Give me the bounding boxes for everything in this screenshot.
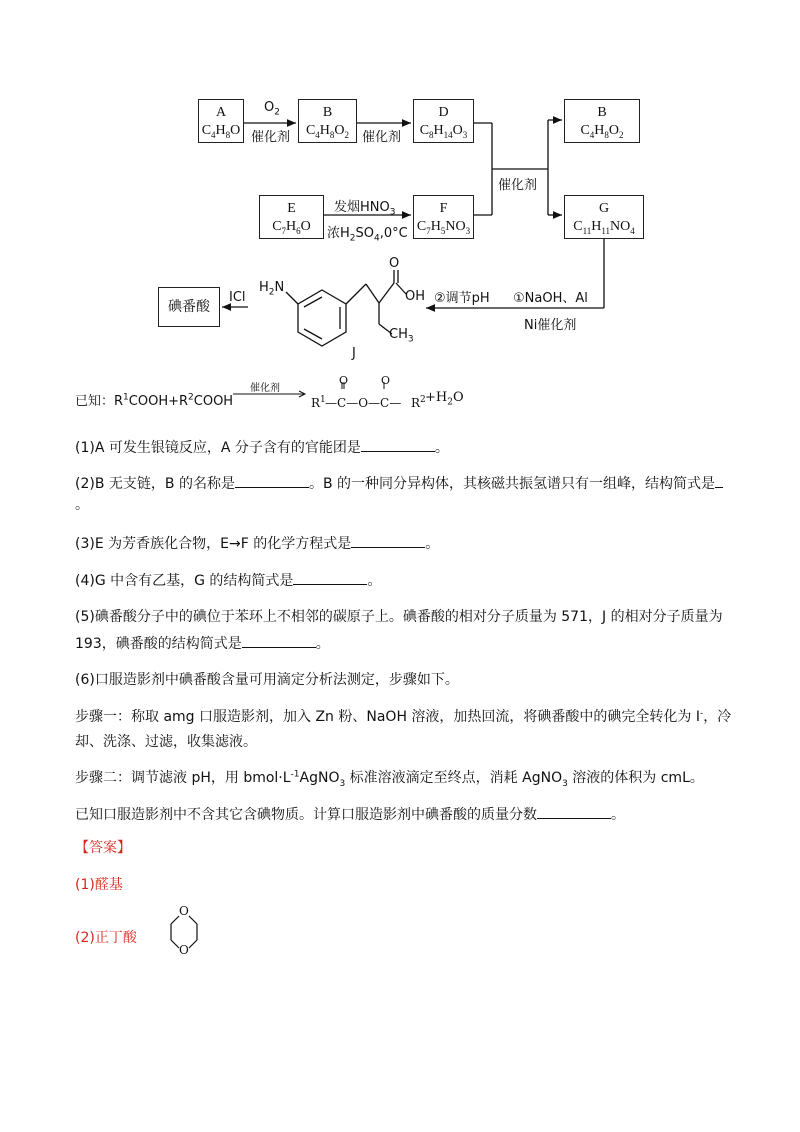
q4-period: 。	[367, 573, 382, 589]
q2-text-a: (2)B 无支链，B 的名称是	[75, 476, 235, 492]
box-e-name: E	[287, 201, 296, 216]
product-name: 碘番酸	[168, 299, 210, 315]
known-c2: C	[380, 396, 390, 410]
box-b	[298, 99, 357, 143]
q5-period: 。	[315, 636, 330, 652]
box-f-formula: $C_7H_5NO_3$	[416, 219, 471, 236]
label-catalyst-3: 催化剂	[498, 178, 538, 193]
known-o-1: O	[339, 374, 349, 387]
q1-period: 。	[434, 440, 449, 456]
q2-blank-name[interactable]	[235, 473, 309, 488]
box-d-name: D	[438, 105, 449, 120]
box-e	[259, 195, 324, 239]
answer-2: (2)正丁酸	[75, 930, 137, 946]
scheme-lines	[0, 0, 800, 370]
box-a	[198, 99, 244, 143]
label-naoh-al: ①NaOH、Al	[513, 291, 588, 306]
box-a-name: A	[215, 105, 227, 120]
known-o-bridge: O	[358, 396, 369, 410]
label-nh2: $H_2N$	[259, 280, 285, 298]
q4-text: (4)G 中含有乙基，G 的结构简式是	[75, 573, 294, 589]
answer-1: (1)醛基	[75, 877, 123, 893]
known-r1: $R^1$	[311, 395, 326, 410]
box-b2-formula: $C_4H_8O_2$	[580, 123, 624, 140]
question-2	[75, 473, 735, 494]
dioxane-o-bottom: O	[179, 943, 189, 957]
box-f	[413, 195, 474, 239]
box-e-formula: $C_7H_6O$	[272, 219, 311, 236]
question-1	[75, 437, 735, 458]
dioxane-o-top: O	[179, 904, 189, 918]
box-b2	[564, 99, 640, 143]
known-r2: $R^2$	[411, 395, 426, 410]
known-reaction	[75, 376, 775, 416]
answer-header: 【答案】	[75, 840, 131, 856]
label-ni-catalyst: Ni催化剂	[524, 318, 577, 333]
label-catalyst-2: 催化剂	[362, 130, 402, 145]
label-catalyst-1: 催化剂	[251, 130, 291, 145]
question-6: (6)口服造影剂中碘番酸含量可用滴定分析法测定，步骤如下。	[75, 672, 459, 688]
label-o2: $O_2$	[264, 100, 280, 118]
step-1-line-2: 却、洗涤、过滤，收集滤液。	[75, 734, 257, 750]
q5-text-b: 193，碘番酸的结构简式是	[75, 636, 242, 652]
reaction-scheme	[0, 0, 800, 370]
box-b2-name: B	[597, 105, 607, 120]
question-4	[75, 570, 735, 591]
q6-period: 。	[611, 807, 625, 823]
question-6-final	[75, 804, 735, 825]
known-c1: C	[337, 396, 347, 410]
q1-text: (1)A 可发生银镜反应，A 分子含有的官能团是	[75, 440, 361, 456]
box-g-formula: $C_{11}H_{11}NO_4$	[573, 219, 635, 236]
step-2: 步骤二：调节滤液 pH，用 $bmol\cdot L^{-1}AgNO_3$ 标准溶液滴定至终点，消耗 AgNO$_3$ 溶液的体积为 cmL。	[75, 769, 704, 789]
q3-period: 。	[425, 536, 440, 552]
question-5-line-2	[75, 633, 735, 654]
question-5-line-1: (5)碘番酸分子中的碘位于苯环上不相邻的碳原子上。碘番酸的相对分子质量为 571，J 的相对分子质量为	[75, 609, 723, 625]
box-product	[158, 287, 220, 327]
known-water: $+H_2O$	[425, 390, 464, 408]
label-j: J	[352, 346, 356, 361]
q2-end-period: 。	[75, 497, 89, 513]
label-ch3: $CH_3$	[389, 327, 414, 345]
box-g-name: G	[598, 201, 610, 216]
box-g	[564, 195, 644, 239]
label-icl: ICl	[229, 290, 246, 305]
known-o-2: O	[381, 374, 391, 387]
q6-final-text: 已知口服造影剂中不含其它含碘物质。计算口服造影剂中碘番酸的质量分数	[75, 807, 537, 823]
box-b-formula: $C_4H_8O_2$	[305, 123, 350, 140]
box-f-name: F	[439, 201, 448, 216]
q2-blank-structure[interactable]	[715, 473, 723, 488]
q5-blank[interactable]	[242, 633, 316, 648]
label-h2so4: 浓$H_2SO_4,0^\circ C$	[327, 226, 408, 244]
label-hno3: 发烟$HNO_3$	[334, 200, 396, 218]
label-adjust-ph: ②调节pH	[434, 291, 490, 306]
question-3	[75, 533, 735, 554]
dioxane-structure	[160, 902, 210, 962]
q1-blank[interactable]	[361, 437, 435, 452]
j-benzene-ring	[298, 290, 346, 346]
known-reactants: 已知：$R^1COOH+R^2COOH$	[75, 392, 234, 409]
label-oh: OH	[405, 289, 426, 304]
q3-text: (3)E 为芳香族化合物，E→F 的化学方程式是	[75, 536, 352, 552]
q6-blank[interactable]	[537, 804, 611, 819]
j-structure	[286, 270, 406, 346]
q3-blank[interactable]	[351, 533, 425, 548]
step-1-line-1: 步骤一：称取 amg 口服造影剂，加入 Zn 粉、NaOH 溶液，加热回流，将碘番酸中的碘完全转化为 I-，冷	[75, 708, 732, 725]
box-b-name: B	[322, 105, 333, 120]
box-d-formula: $C_8H_{14}O_3$	[419, 123, 468, 140]
known-chain: —C—O—C—	[325, 396, 402, 410]
box-d	[413, 99, 474, 143]
q4-blank[interactable]	[293, 570, 367, 585]
box-a-formula: $C_4H_8O$	[201, 123, 241, 140]
label-carbonyl-o: O	[389, 256, 400, 271]
q2-text-b: 。B 的一种同分异构体，其核磁共振氢谱只有一组峰，结构简式是	[308, 476, 716, 492]
known-catalyst: 催化剂	[250, 383, 280, 394]
